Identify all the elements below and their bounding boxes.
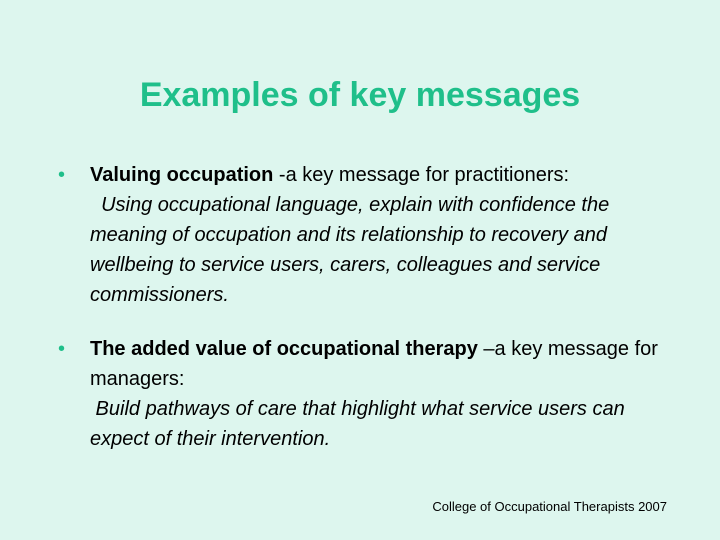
- bullet-heading: [90, 160, 678, 190]
- bullet-heading-bold: Valuing occupation: [90, 164, 274, 186]
- bullet-item-valuing-occupation: [58, 160, 678, 310]
- bullet-heading-rest: -a key message for practitioners:: [273, 164, 570, 186]
- bullet-list: [58, 160, 678, 454]
- bullet-body-text: Using occupational language, explain with confidence the meaning of occupation and its relationship to recovery and wellbeing to service users, carers, colleagues and service commissioners.: [90, 194, 610, 306]
- bullet-body-text: Build pathways of care that highlight what service users can expect of their intervention.: [90, 398, 625, 450]
- bullet-marker: •: [58, 164, 66, 186]
- slide-title: Examples of key messages: [139, 76, 581, 114]
- footer-credit: College of Occupational Therapists 2007: [432, 499, 667, 514]
- bullet-marker: •: [58, 338, 66, 360]
- bullet-heading-rest: –a key message for managers:: [90, 338, 658, 390]
- bullet-heading-bold: The added value of occupational therapy: [90, 338, 478, 360]
- bullet-heading: [90, 334, 678, 394]
- bullet-item-added-value: [58, 334, 678, 454]
